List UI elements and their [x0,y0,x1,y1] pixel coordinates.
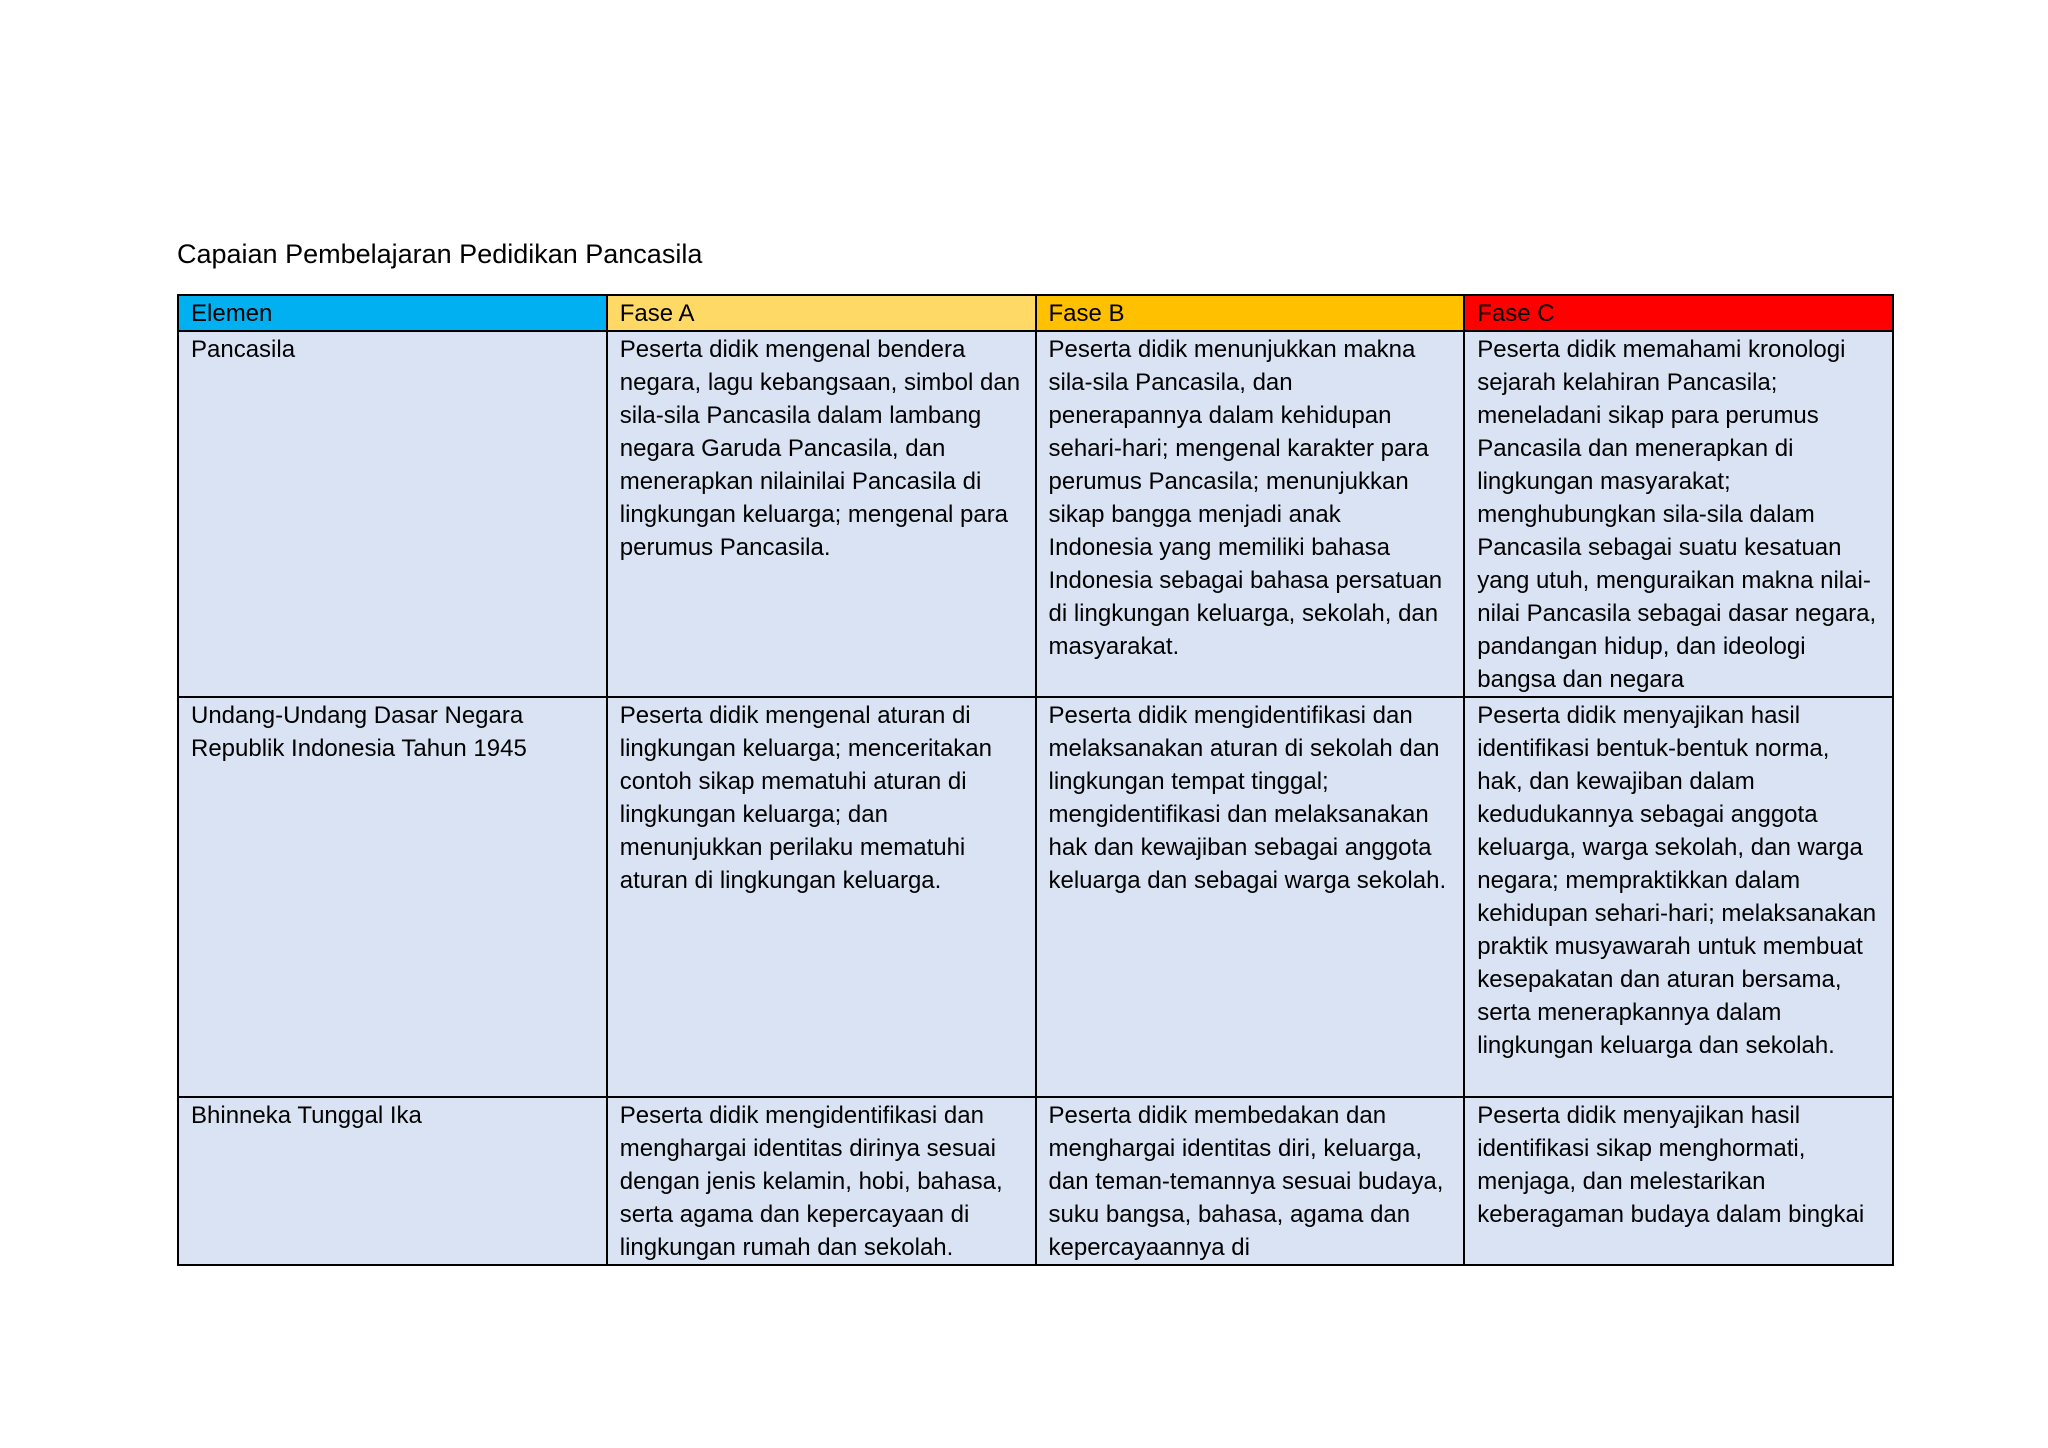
cell-fase-b: Peserta didik membedakan dan menghargai identitas diri, keluarga, dan teman-temannya sesuai budaya, suku bangsa, bahasa, agama dan kepercayaannya di [1036,1097,1465,1265]
table-row [178,697,1893,1097]
cell-fase-c: Peserta didik memahami kronologi sejarah kelahiran Pancasila; meneladani sikap para perumus Pancasila dan menerapkan di lingkungan masyarakat; menghubungkan sila-sila dalam Pancasila sebagai suatu kesatuan yang utuh, menguraikan makna nilai-nilai Pancasila sebagai dasar negara, pandangan hidup, dan ideologi bangsa dan negara [1464,331,1893,697]
header-fase-b: Fase B [1036,295,1465,331]
cell-fase-c: Peserta didik menyajikan hasil identifikasi bentuk-bentuk norma, hak, dan kewajiban dalam kedudukannya sebagai anggota keluarga, warga sekolah, dan warga negara; mempraktikkan dalam kehidupan sehari-hari; melaksanakan praktik musyawarah untuk membuat kesepakatan dan aturan bersama, serta menerapkannya dalam lingkungan keluarga dan sekolah. [1464,697,1893,1097]
cell-fase-b: Peserta didik mengidentifikasi dan melaksanakan aturan di sekolah dan lingkungan tempat tinggal; mengidentifikasi dan melaksanakan hak dan kewajiban sebagai anggota keluarga dan sebagai warga sekolah. [1036,697,1465,1097]
cell-fase-a: Peserta didik mengidentifikasi dan menghargai identitas dirinya sesuai dengan jenis kelamin, hobi, bahasa, serta agama dan kepercayaan di lingkungan rumah dan sekolah. [607,1097,1036,1265]
header-fase-c: Fase C [1464,295,1893,331]
cell-elemen: Bhinneka Tunggal Ika [178,1097,607,1265]
cell-elemen: Pancasila [178,331,607,697]
cell-fase-a: Peserta didik mengenal bendera negara, lagu kebangsaan, simbol dan sila-sila Pancasila dalam lambang negara Garuda Pancasila, dan menerapkan nilainilai Pancasila di lingkungan keluarga; mengenal para perumus Pancasila. [607,331,1036,697]
table-row [178,1097,1893,1265]
table-row [178,331,1893,697]
page-title: Capaian Pembelajaran Pedidikan Pancasila [177,239,703,269]
cell-fase-b: Peserta didik menunjukkan makna sila-sila Pancasila, dan penerapannya dalam kehidupan sehari-hari; mengenal karakter para perumus Pancasila; menunjukkan sikap bangga menjadi anak Indonesia yang memiliki bahasa Indonesia sebagai bahasa persatuan di lingkungan keluarga, sekolah, dan masyarakat. [1036,331,1465,697]
cell-fase-a: Peserta didik mengenal aturan di lingkungan keluarga; menceritakan contoh sikap mematuhi aturan di lingkungan keluarga; dan menunjukkan perilaku mematuhi aturan di lingkungan keluarga. [607,697,1036,1097]
cell-elemen: Undang-Undang Dasar Negara Republik Indonesia Tahun 1945 [178,697,607,1097]
table-header-row [178,295,1893,331]
cell-fase-c: Peserta didik menyajikan hasil identifikasi sikap menghormati, menjaga, dan melestarikan keberagaman budaya dalam bingkai [1464,1097,1893,1265]
learning-outcomes-table [177,294,1894,1266]
header-elemen: Elemen [178,295,607,331]
header-fase-a: Fase A [607,295,1036,331]
